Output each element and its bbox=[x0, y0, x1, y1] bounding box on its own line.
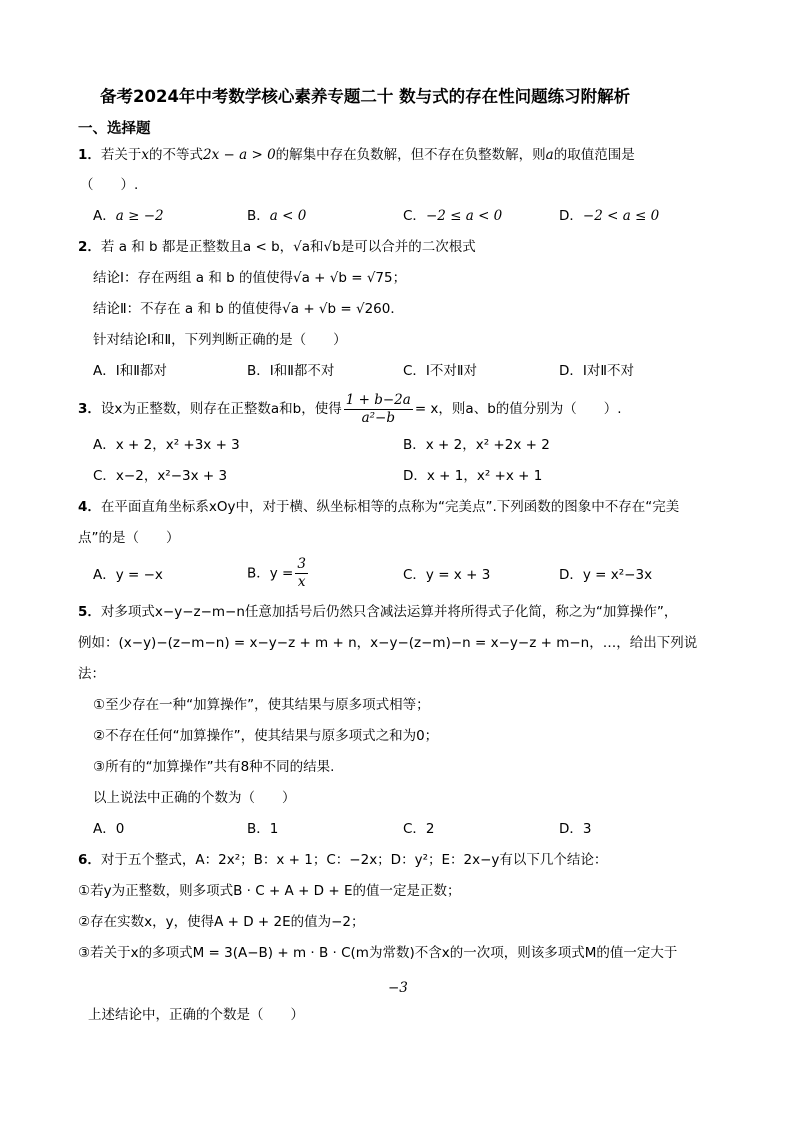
fraction-numerator: 3 bbox=[297, 556, 306, 572]
q6-conclusion-3: ③若关于x的多项式M = 3(A−B) + m · B · C(m为常数)不含x的一次项，则该多项式M的值一定大于 bbox=[78, 945, 678, 961]
q5-option-d: D．3 bbox=[559, 821, 592, 837]
option-label: D． bbox=[559, 208, 583, 224]
q2-option-d: D．Ⅰ对Ⅱ不对 bbox=[559, 363, 635, 379]
q6-ask: 上述结论中，正确的个数是（ ） bbox=[88, 1007, 304, 1023]
option-text: −2 ≤ a < 0 bbox=[425, 208, 503, 224]
question-6-line-1 bbox=[78, 851, 607, 869]
fraction-numerator: 1 + b−2a bbox=[345, 391, 411, 408]
q6-conclusion-3-tail: −3 bbox=[388, 980, 408, 996]
question-number: 2． bbox=[78, 239, 101, 255]
q4-option-c: C．y = x + 3 bbox=[403, 567, 491, 583]
question-4-line-2: 点”的是（ ） bbox=[78, 530, 180, 546]
q5-statement-1: ①至少存在一种“加算操作”，使其结果与原多项式相等； bbox=[93, 697, 430, 713]
q5-option-a: A．0 bbox=[93, 821, 125, 837]
option-label: C． bbox=[403, 208, 426, 224]
question-number: 6． bbox=[78, 852, 101, 868]
question-2-stem bbox=[78, 238, 476, 256]
q4-fraction bbox=[295, 556, 308, 591]
question-number: 1． bbox=[78, 147, 101, 163]
q3-fraction bbox=[344, 392, 413, 427]
q1-var-a: a bbox=[545, 147, 554, 163]
section-heading: 一、选择题 bbox=[78, 121, 151, 137]
q4-text-1: 在平面直角坐标系xOy中，对于横、纵坐标相等的点称为“完美点”.下列函数的图象中不存在“完美 bbox=[100, 499, 680, 515]
q1-inequality: 2x − a > 0 bbox=[203, 147, 276, 163]
q4-option-a: A．y = −x bbox=[93, 567, 163, 583]
question-5-line-1 bbox=[78, 603, 677, 621]
question-number: 5． bbox=[78, 604, 101, 620]
q2-ask: 针对结论Ⅰ和Ⅱ，下列判断正确的是（ ） bbox=[93, 332, 347, 348]
q1-text-a: 若关于 bbox=[100, 147, 142, 163]
q2-conclusion-2: 结论Ⅱ：不存在 a 和 b 的值使得√a + √b = √260． bbox=[93, 301, 404, 317]
q4-option-b bbox=[247, 556, 310, 591]
q3-option-c: C．x−2，x²−3x + 3 bbox=[93, 468, 228, 484]
q3-text-b: = x，则a、b的值分别为（ ）. bbox=[414, 401, 622, 417]
fraction-denominator: x bbox=[297, 574, 306, 590]
q6-conclusion-1: ①若y为正整数，则多项式B · C + A + D + E的值一定是正数； bbox=[78, 883, 461, 899]
option-label: B． bbox=[247, 208, 270, 224]
q2-conclusion-1: 结论Ⅰ：存在两组 a 和 b 的值使得√a + √b = √75； bbox=[93, 270, 407, 286]
q1-option-b bbox=[247, 207, 306, 225]
question-5-line-2: 例如：(x−y)−(z−m−n) = x−y−z + m + n，x−y−(z−m)−n = x−y−z + m−n，…，给出下列说 bbox=[78, 635, 698, 651]
q3-option-b: B．x + 2，x² +2x + 2 bbox=[403, 437, 550, 453]
q1-text-c: 的解集中存在负数解，但不存在负整数解，则 bbox=[275, 147, 546, 163]
q3-option-a: A．x + 2，x² +3x + 3 bbox=[93, 437, 240, 453]
question-4-line-1 bbox=[78, 498, 679, 516]
q1-option-c bbox=[403, 207, 502, 225]
option-label: B．y = bbox=[247, 565, 294, 582]
q4-option-d: D．y = x²−3x bbox=[559, 567, 653, 583]
q2-option-c: C．Ⅰ不对Ⅱ对 bbox=[403, 363, 478, 379]
q2-option-a: A．Ⅰ和Ⅱ都对 bbox=[93, 363, 167, 379]
q5-statement-3: ③所有的“加算操作”共有8种不同的结果. bbox=[93, 759, 335, 775]
question-3-stem bbox=[78, 391, 622, 427]
q1-option-d bbox=[559, 207, 659, 225]
document-title: 备考2024年中考数学核心素养专题二十 数与式的存在性问题练习附解析 bbox=[100, 87, 631, 106]
option-text: −2 < a ≤ 0 bbox=[582, 208, 660, 224]
q2-text: 若 a 和 b 都是正整数且a < b，√a和√b是可以合并的二次根式 bbox=[100, 239, 476, 255]
question-5-line-3: 法： bbox=[78, 666, 105, 682]
question-number: 3． bbox=[78, 401, 101, 417]
q3-option-d: D．x + 1，x² +x + 1 bbox=[403, 468, 543, 484]
q2-option-b: B．Ⅰ和Ⅱ都不对 bbox=[247, 363, 335, 379]
q1-option-a bbox=[93, 207, 164, 225]
question-1-paren: （ ）. bbox=[80, 177, 139, 193]
fraction-denominator: a²−b bbox=[361, 409, 395, 426]
q1-text-d: 的取值范围是 bbox=[553, 147, 635, 163]
q6-text-1: 对于五个整式，A：2x²；B：x + 1；C：−2x；D：y²；E：2x−y有以下几个结论： bbox=[100, 852, 608, 868]
q3-text-a: 设x为正整数，则存在正整数a和b，使得 bbox=[100, 401, 342, 417]
question-1-stem bbox=[78, 146, 635, 164]
question-number: 4． bbox=[78, 499, 101, 515]
option-label: A． bbox=[93, 208, 116, 224]
q1-text-b: 的不等式 bbox=[149, 147, 204, 163]
q5-option-c: C．2 bbox=[403, 821, 435, 837]
q5-statement-2: ②不存在任何“加算操作”，使其结果与原多项式之和为0； bbox=[93, 728, 439, 744]
q6-conclusion-2: ②存在实数x，y，使得A + D + 2E的值为−2； bbox=[78, 914, 365, 930]
q1-var-x: x bbox=[141, 147, 150, 163]
q5-ask: 以上说法中正确的个数为（ ） bbox=[93, 790, 296, 806]
option-text: a < 0 bbox=[269, 208, 307, 224]
q5-text-1: 对多项式x−y−z−m−n任意加括号后仍然只含减法运算并将所得式子化简，称之为“加算操作”， bbox=[100, 604, 678, 620]
option-text: a ≥ −2 bbox=[115, 208, 164, 224]
q5-option-b: B．1 bbox=[247, 821, 279, 837]
